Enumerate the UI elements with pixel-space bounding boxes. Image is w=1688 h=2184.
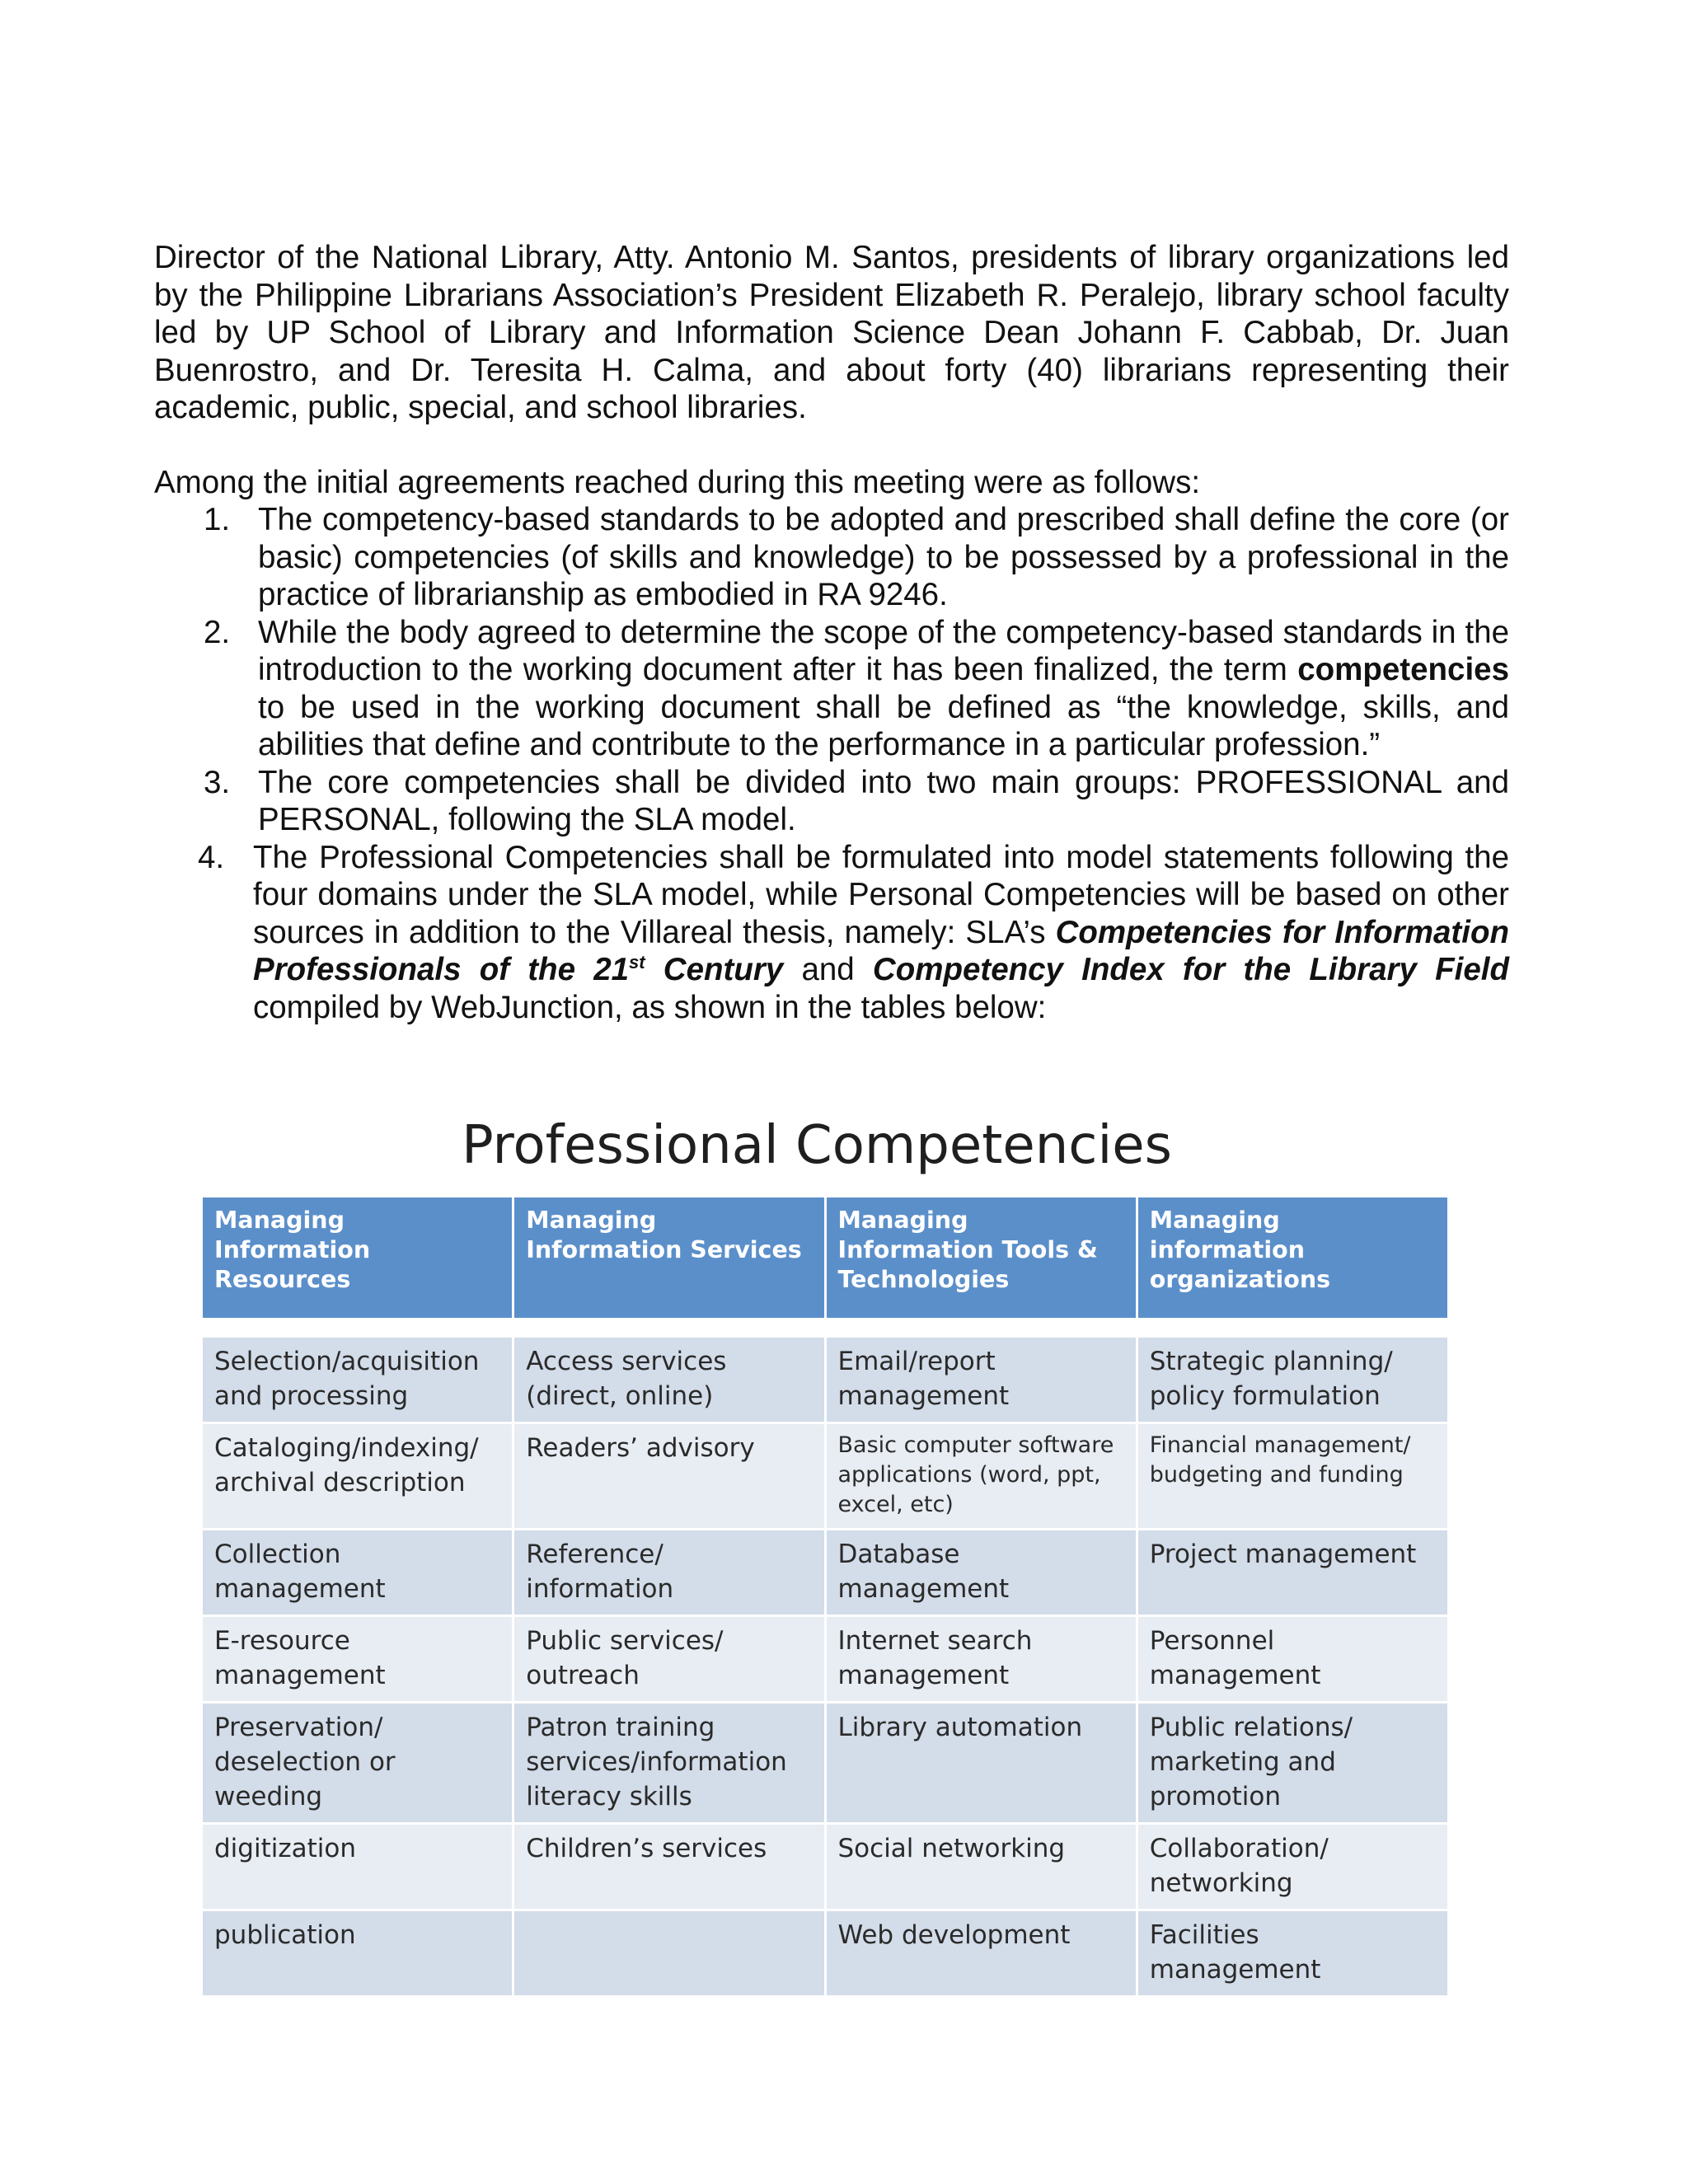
list-item-text: The competency-based standards to be adopted and prescribed shall define the core (or basic) competencies (of skills and knowledge) to be possessed by a professional in the practice of librarianship as embodied in RA 9246.	[258, 502, 1509, 612]
table-header-row	[203, 1197, 1447, 1318]
competencies-term: competencies	[1297, 652, 1509, 687]
table-row	[203, 1825, 1447, 1909]
table-cell: Web development	[827, 1911, 1136, 1995]
list-item-text: While the body agreed to determine the scope of the competency-based standards in the introduction to the working document after it has been finalized, the term	[258, 614, 1509, 687]
list-number: 1.	[204, 502, 231, 537]
table-cell: Public services/ outreach	[514, 1617, 823, 1701]
table-row	[203, 1338, 1447, 1422]
table-row	[203, 1617, 1447, 1701]
table-cell: Basic computer software applications (word, ppt, excel, etc)	[827, 1424, 1136, 1528]
table-cell: Social networking	[827, 1825, 1136, 1909]
list-item-text: The core competencies shall be divided into two main groups: PROFESSIONAL and PERSONAL, following the SLA model.	[258, 764, 1509, 837]
table-cell: Internet search management	[827, 1617, 1136, 1701]
table-cell: Database management	[827, 1530, 1136, 1615]
list-item-text: compiled by WebJunction, as shown in the tables below:	[253, 989, 1047, 1025]
column-header: Managing information organizations	[1138, 1197, 1447, 1318]
table-cell: digitization	[203, 1825, 512, 1909]
competencies-table	[200, 1195, 1450, 1998]
table-cell: Readers’ advisory	[514, 1424, 823, 1528]
source-title: Competency Index for the Library Field	[872, 952, 1509, 987]
agreements-list	[154, 501, 1509, 1026]
table-row	[203, 1424, 1447, 1528]
table-row	[203, 1911, 1447, 1995]
table-cell: Personnel management	[1138, 1617, 1447, 1701]
table-cell: Patron training services/information literacy skills	[514, 1704, 823, 1822]
table-cell: Collaboration/ networking	[1138, 1825, 1447, 1909]
table-row	[203, 1530, 1447, 1615]
source-title: Competencies for Information Professionals of the 21	[253, 914, 1509, 987]
table-cell: E-resource management	[203, 1617, 512, 1701]
figure-title: Professional Competencies	[462, 1115, 1172, 1176]
superscript: st	[629, 952, 645, 973]
table-cell: Access services (direct, online)	[514, 1338, 823, 1422]
list-item-text: to be used in the working document shall be defined as “the knowledge, skills, and abilities that define and contribute to the performance in a particular profession.”	[258, 689, 1509, 762]
table-row	[203, 1704, 1447, 1822]
table-cell: publication	[203, 1911, 512, 1995]
table-cell: Strategic planning/ policy formulation	[1138, 1338, 1447, 1422]
list-item	[154, 839, 1509, 1027]
agreements-lead: Among the initial agreements reached during this meeting were as follows:	[154, 464, 1201, 500]
table-cell: Library automation	[827, 1704, 1136, 1822]
table-cell: Selection/acquisition and processing	[203, 1338, 512, 1422]
table-cell: Public relations/ marketing and promotion	[1138, 1704, 1447, 1822]
list-item-text: The Professional Competencies shall be formulated into model statements following the four domains under the SLA model, while Personal Competencies will be based on other sources in addition to the Villareal thesis, namely: SLA’s	[253, 839, 1509, 950]
list-item	[154, 501, 1509, 614]
column-header: Managing Information Services	[514, 1197, 823, 1318]
list-item	[154, 614, 1509, 764]
spacer-row	[203, 1320, 1447, 1335]
table-cell: Collection management	[203, 1530, 512, 1615]
document-body	[154, 239, 1509, 1026]
table-cell: Facilities management	[1138, 1911, 1447, 1995]
column-header: Managing Information Resources	[203, 1197, 512, 1318]
source-title: Century	[645, 952, 784, 987]
spacer-cell	[203, 1320, 1447, 1335]
table-cell: Preservation/ deselection or weeding	[203, 1704, 512, 1822]
list-number: 2.	[204, 614, 231, 650]
list-number: 4.	[198, 839, 225, 875]
table-cell: Children’s services	[514, 1825, 823, 1909]
table-cell: Email/report management	[827, 1338, 1136, 1422]
table-cell: Financial management/ budgeting and funding	[1138, 1424, 1447, 1528]
column-header: Managing Information Tools & Technologies	[827, 1197, 1136, 1318]
competencies-figure	[203, 1104, 1447, 1998]
list-item-text: and	[783, 952, 873, 987]
table-cell: Cataloging/indexing/ archival description	[203, 1424, 512, 1528]
table-cell: Project management	[1138, 1530, 1447, 1615]
intro-paragraph: Director of the National Library, Atty. Antonio M. Santos, presidents of library organizations led by the Philippine Librarians Association’s President Elizabeth R. Peralejo, library school faculty led by UP School of Library and Information Science Dean Johann F. Cabbab, Dr. Juan Buenrostro, and Dr. Teresita H. Calma, and about forty (40) librarians representing their academic, public, special, and school libraries.	[154, 240, 1509, 425]
list-item	[154, 764, 1509, 839]
table-cell: Reference/ information	[514, 1530, 823, 1615]
table-cell	[514, 1911, 823, 1995]
list-number: 3.	[204, 764, 231, 800]
